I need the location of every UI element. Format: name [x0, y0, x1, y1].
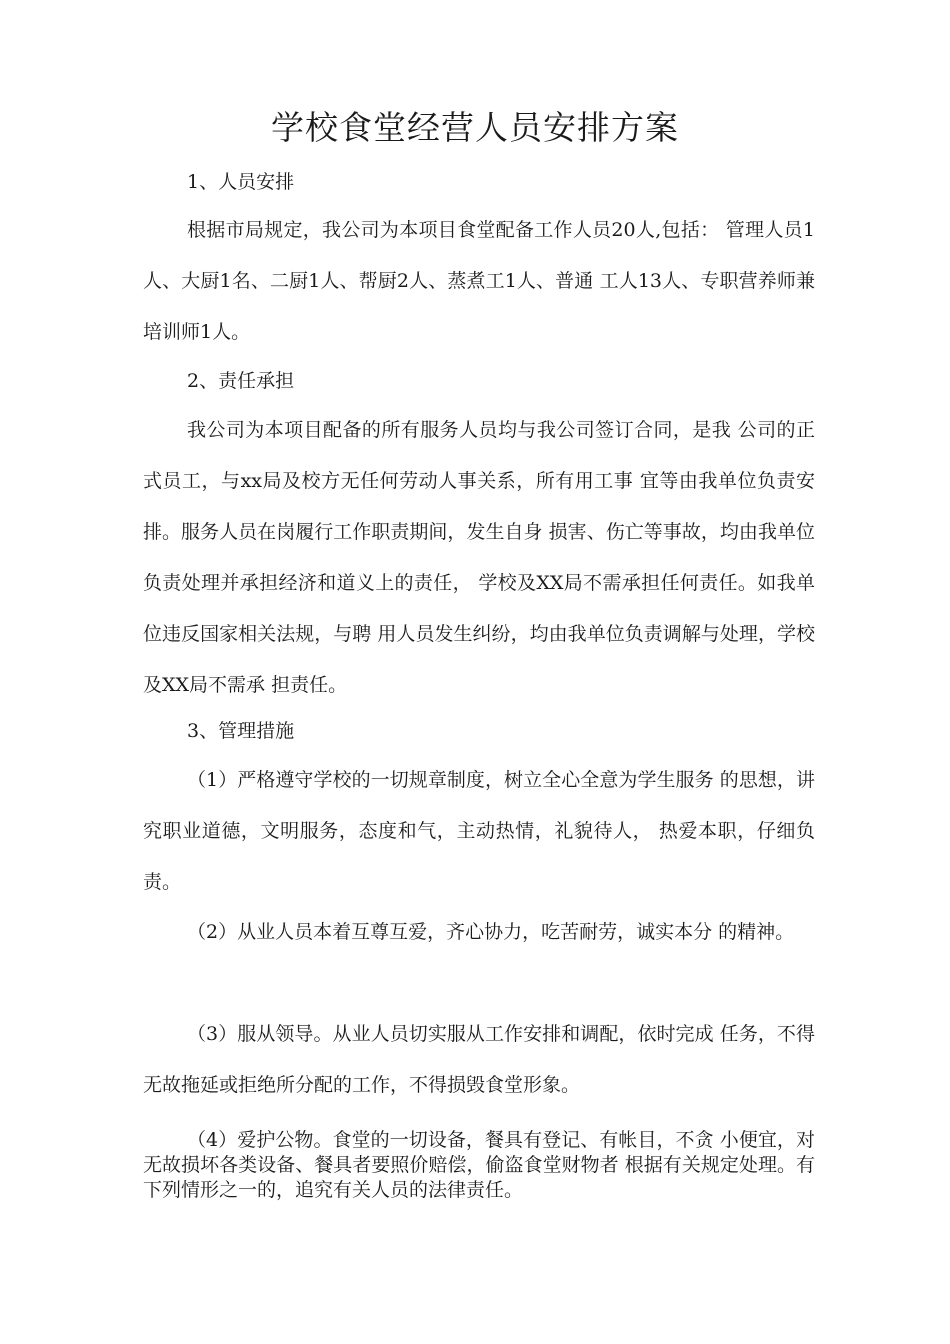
document-title: 学校食堂经营人员安排方案: [271, 108, 679, 147]
paragraph-responsibility: 我公司为本项目配备的所有服务人员均与我公司签订合同，是我 公司的正式员工，与xx局及校方无任何劳动人事关系，所有用工事 宜等由我单位负责安排。服务人员在岗履行工作职责期间，发生自身 损害、伤亡等事故，均由我单位负责处理并承担经济和道义上的责任， 学校及XX局不需承担任何责任。如我单位违反国家相关法规，与聘 用人员发生纠纷，均由我单位负责调解与处理，学校及XX局不需承 担责任。: [143, 419, 815, 696]
section-heading-responsibility: 2、责任承担: [187, 370, 295, 392]
section-heading-staffing: 1、人员安排: [187, 171, 295, 193]
section-heading-management: 3、管理措施: [187, 720, 295, 742]
paragraph-staffing: 根据市局规定，我公司为本项目食堂配备工作人员20人,包括： 管理人员1人、大厨1名、二厨1人、帮厨2人、蒸煮工1人、普通 工人13人、专职营养师兼培训师1人。: [143, 219, 815, 343]
management-item-3: （3）服从领导。从业人员切实服从工作安排和调配，依时完成 任务，不得无故拖延或拒绝所分配的工作，不得损毁食堂形象。: [143, 1023, 815, 1096]
management-item-1: （1）严格遵守学校的一切规章制度，树立全心全意为学生服务 的思想，讲究职业道德，文明服务，态度和气，主动热情，礼貌待人， 热爱本职，仔细负责。: [143, 769, 815, 893]
management-item-2: （2）从业人员本着互尊互爱，齐心协力，吃苦耐劳，诚实本分 的精神。: [187, 921, 795, 943]
management-item-4: （4）爱护公物。食堂的一切设备，餐具有登记、有帐目，不贪 小便宜，对无故损坏各类设备、餐具者要照价赔偿，偷盗食堂财物者 根据有关规定处理。有下列情形之一的，追究有关人员的法律责任。: [143, 1129, 815, 1201]
